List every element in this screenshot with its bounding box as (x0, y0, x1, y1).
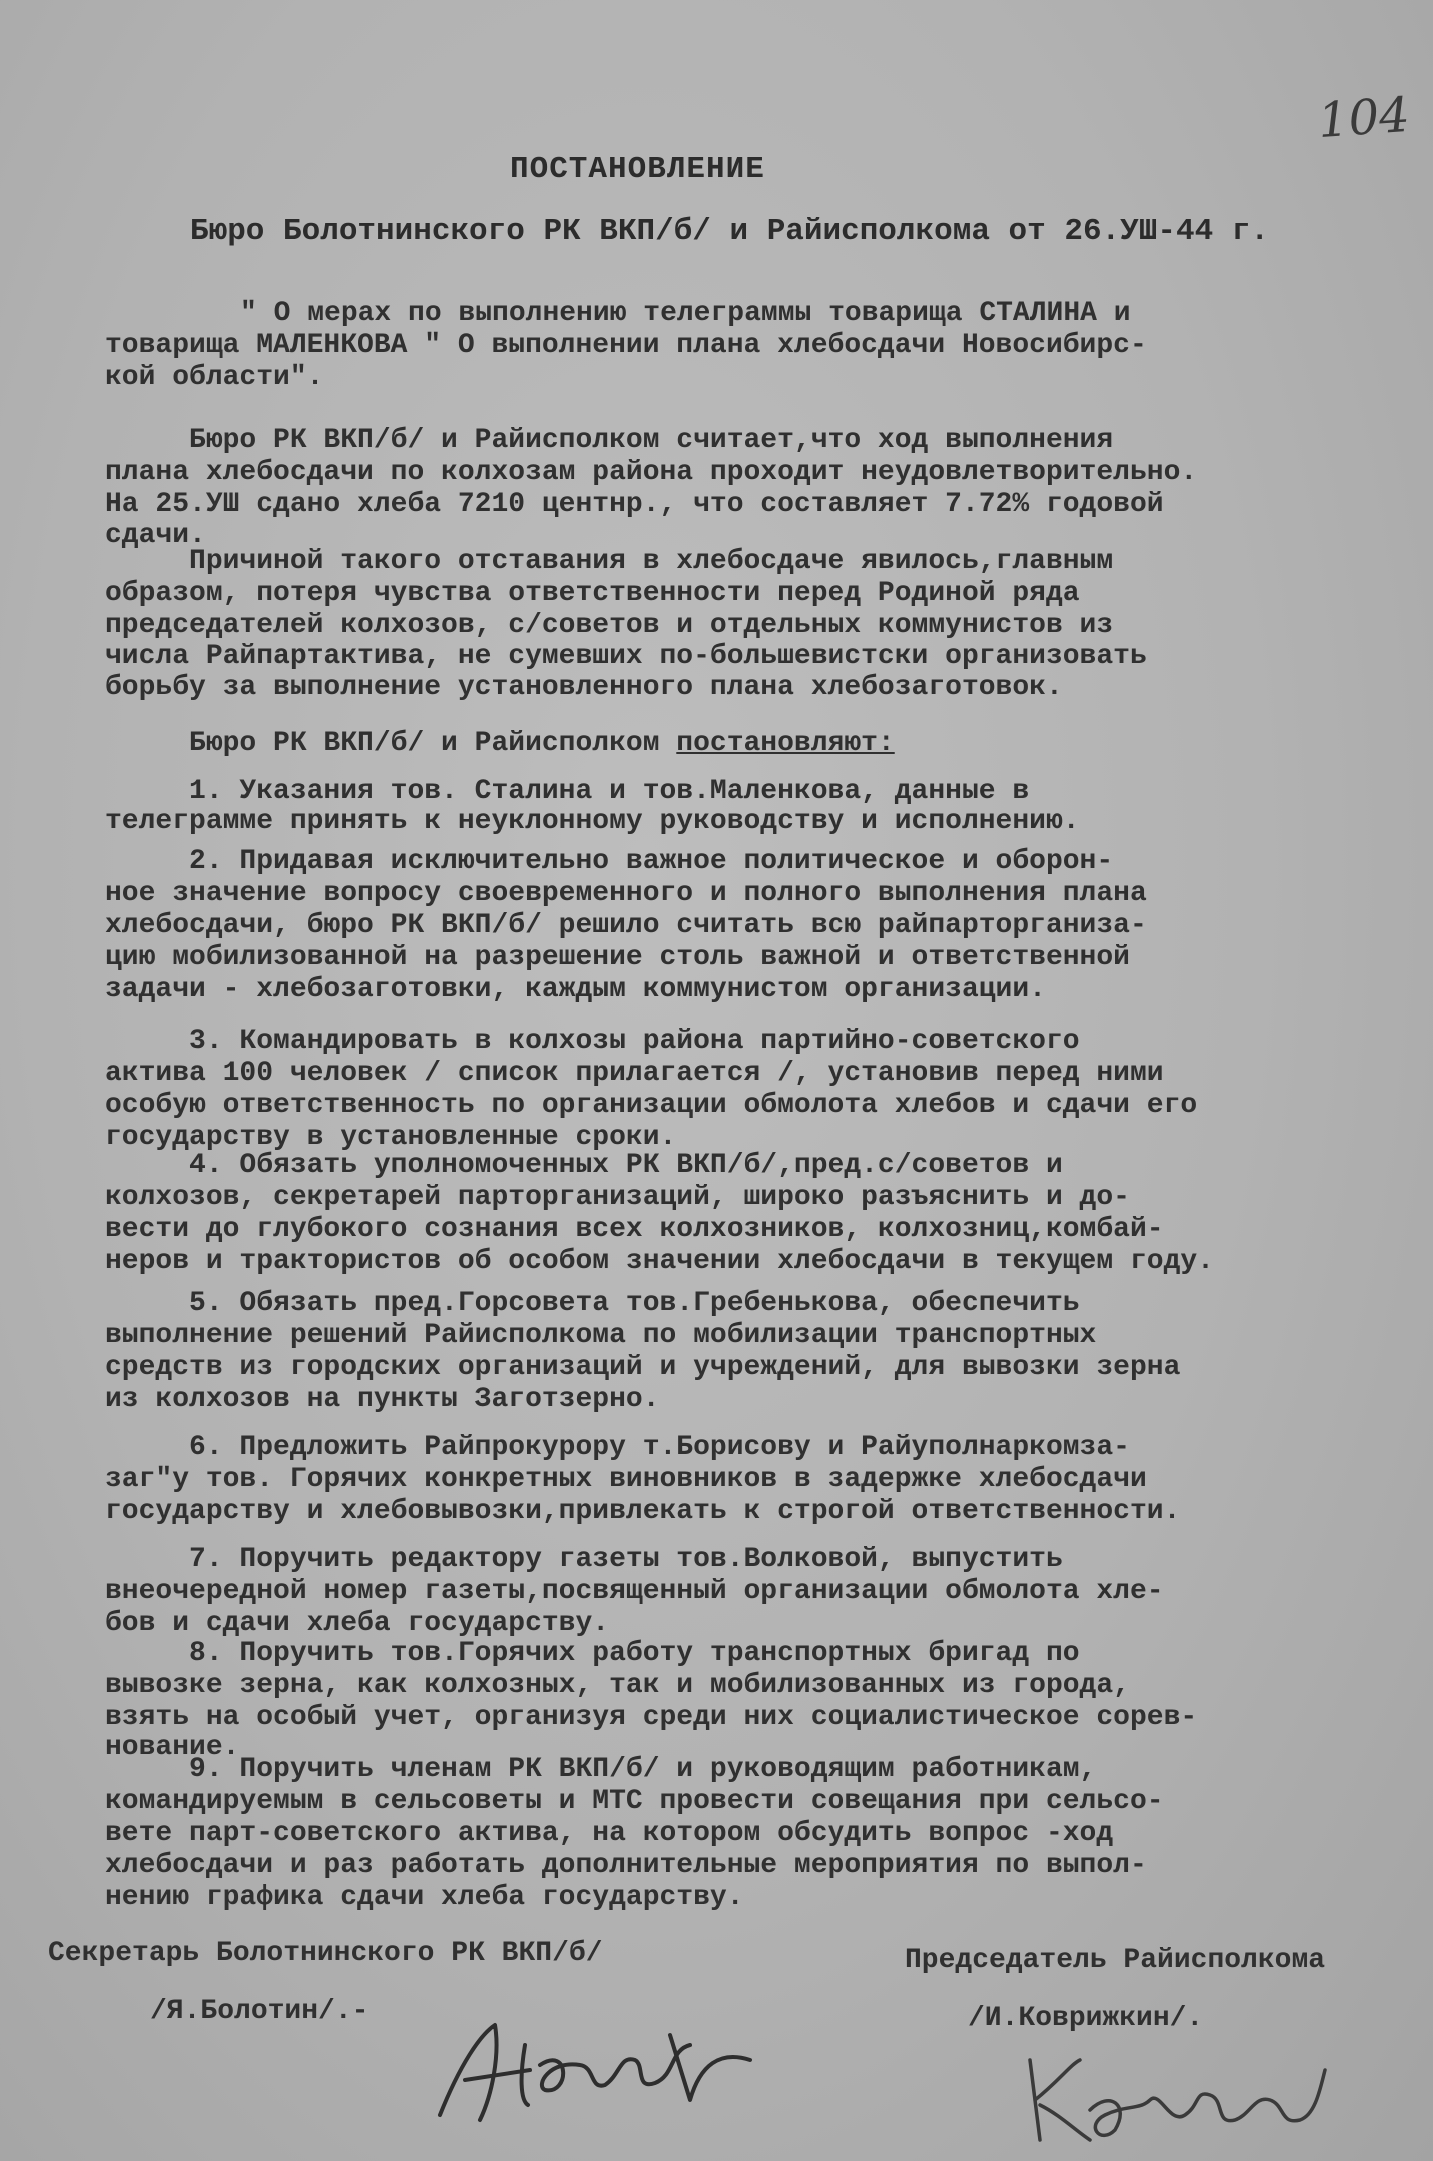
item-line: хлебосдачи и раз работать дополнительные мероприятия по выпол- (105, 1850, 1147, 1881)
item-line: задачи - хлебозаготовки, каждым коммунистом организации. (105, 974, 1046, 1005)
item-line: взять на особый учет, организуя среди них социалистическое сорев- (105, 1702, 1198, 1733)
item-line: бов и сдачи хлеба государству. (105, 1608, 610, 1639)
paragraph-line: образом, потеря чувства ответственности перед Родиной ряда (105, 578, 1080, 609)
resolves-line (105, 730, 895, 758)
paragraph-line: числа Райпартактива, не сумевших по-большевистски организовать (105, 641, 1147, 672)
right-signature-icon (1000, 2030, 1340, 2155)
paragraph-line: председателей колхозов, с/советов и отдельных коммунистов из (105, 610, 1114, 641)
right-signatory-title: Председатель Райисполкома (905, 1945, 1326, 1976)
item-line: 9. Поручить членам РК ВКП/б/ и руководящим работникам, (105, 1754, 1097, 1785)
item-line: государству и хлебовывозки,привлекать к строгой ответственности. (105, 1496, 1181, 1527)
item-line: ное значение вопросу своевременного и полного выполнения плана (105, 878, 1147, 909)
item-line: хлебосдачи, бюро РК ВКП/б/ решило считать всю райпарторганиза- (105, 910, 1147, 941)
item-line: актива 100 человек / список прилагается /, установив перед ними (105, 1058, 1164, 1089)
paragraph-line: Бюро РК ВКП/б/ и Райисполком считает,что ход выполнения (105, 425, 1114, 456)
item-line: 4. Обязать уполномоченных РК ВКП/б/,пред.с/советов и (105, 1150, 1063, 1181)
item-line: 6. Предложить Райпрокурору т.Борисову и Райуполнаркомза- (105, 1432, 1130, 1463)
paragraph-line: плана хлебосдачи по колхозам района проходит неудовлетворительно. (105, 457, 1198, 488)
item-line: 2. Придавая исключительно важное политическое и оборон- (105, 846, 1114, 877)
page-number: 104 (1316, 86, 1412, 150)
right-signatory-name: /И.Коврижкин/. (968, 2003, 1204, 2034)
item-line: 1. Указания тов. Сталина и тов.Маленкова, данные в (105, 776, 1030, 807)
document-subtitle: Бюро Болотнинского РК ВКП/б/ и Райисполкома от 26.УШ-44 г. (190, 214, 1269, 249)
left-signatory-name: /Я.Болотин/.- (150, 1996, 369, 2027)
item-line: колхозов, секретарей парторганизаций, широко разъяснить и до- (105, 1182, 1130, 1213)
item-line: 7. Поручить редактору газеты тов.Волковой, выпустить (105, 1544, 1063, 1575)
item-line: 3. Командировать в колхозы района партийно-советского (105, 1026, 1080, 1057)
document-title: ПОСТАНОВЛЕНИЕ (510, 152, 765, 187)
subject-line: " О мерах по выполнению телеграммы товарища СТАЛИНА и (240, 298, 1131, 329)
item-line: заг"у тов. Горячих конкретных виновников в задержке хлебосдачи (105, 1464, 1147, 1495)
item-line: внеочередной номер газеты,посвященный организации обмолота хле- (105, 1576, 1164, 1607)
item-line: из колхозов на пункты Заготзерно. (105, 1384, 660, 1415)
item-line: 5. Обязать пред.Горсовета тов.Гребенькова, обеспечить (105, 1288, 1080, 1319)
paragraph-line: Причиной такого отставания в хлебосдаче явилось,главным (105, 546, 1114, 577)
item-line: нению графика сдачи хлеба государству. (105, 1882, 744, 1913)
left-signature-icon (420, 2005, 760, 2135)
item-line: государству в установленные сроки. (105, 1122, 677, 1153)
resolves-intro: Бюро РК ВКП/б/ и Райисполком (105, 728, 677, 759)
left-signatory-title: Секретарь Болотнинского РК ВКП/б/ (48, 1938, 603, 1969)
item-line: вести до глубокого сознания всех колхозников, колхозниц,комбай- (105, 1214, 1164, 1245)
resolves-word: постановляют: (676, 728, 895, 759)
item-line: выполнение решений Райисполкома по мобилизации транспортных (105, 1320, 1097, 1351)
item-line: вете парт-советского актива, на котором обсудить вопрос -ход (105, 1818, 1114, 1849)
item-line: особую ответственность по организации обмолота хлебов и сдачи его (105, 1090, 1198, 1121)
item-line: 8. Поручить тов.Горячих работу транспортных бригад по (105, 1638, 1080, 1669)
item-line: командируемым в сельсоветы и МТС провести совещания при сельсо- (105, 1786, 1164, 1817)
subject-line: кой области". (105, 362, 324, 393)
item-line: нование. (105, 1732, 240, 1763)
item-line: цию мобилизованной на разрешение столь важной и ответственной (105, 942, 1130, 973)
subject-line: товарища МАЛЕНКОВА " О выполнении плана хлебосдачи Новосибирс- (105, 330, 1147, 361)
paragraph-line: борьбу за выполнение установленного плана хлебозаготовок. (105, 672, 1063, 703)
item-line: средств из городских организаций и учреждений, для вывозки зерна (105, 1352, 1181, 1383)
paragraph-line: сдачи. (105, 520, 206, 551)
item-line: неров и трактористов об особом значении хлебосдачи в текущем году. (105, 1246, 1214, 1277)
item-line: телеграмме принять к неуклонному руководству и исполнению. (105, 806, 1080, 837)
paragraph-line: На 25.УШ сдано хлеба 7210 центнр., что составляет 7.72% годовой (105, 489, 1164, 520)
item-line: вывозке зерна, как колхозных, так и мобилизованных из города, (105, 1670, 1130, 1701)
